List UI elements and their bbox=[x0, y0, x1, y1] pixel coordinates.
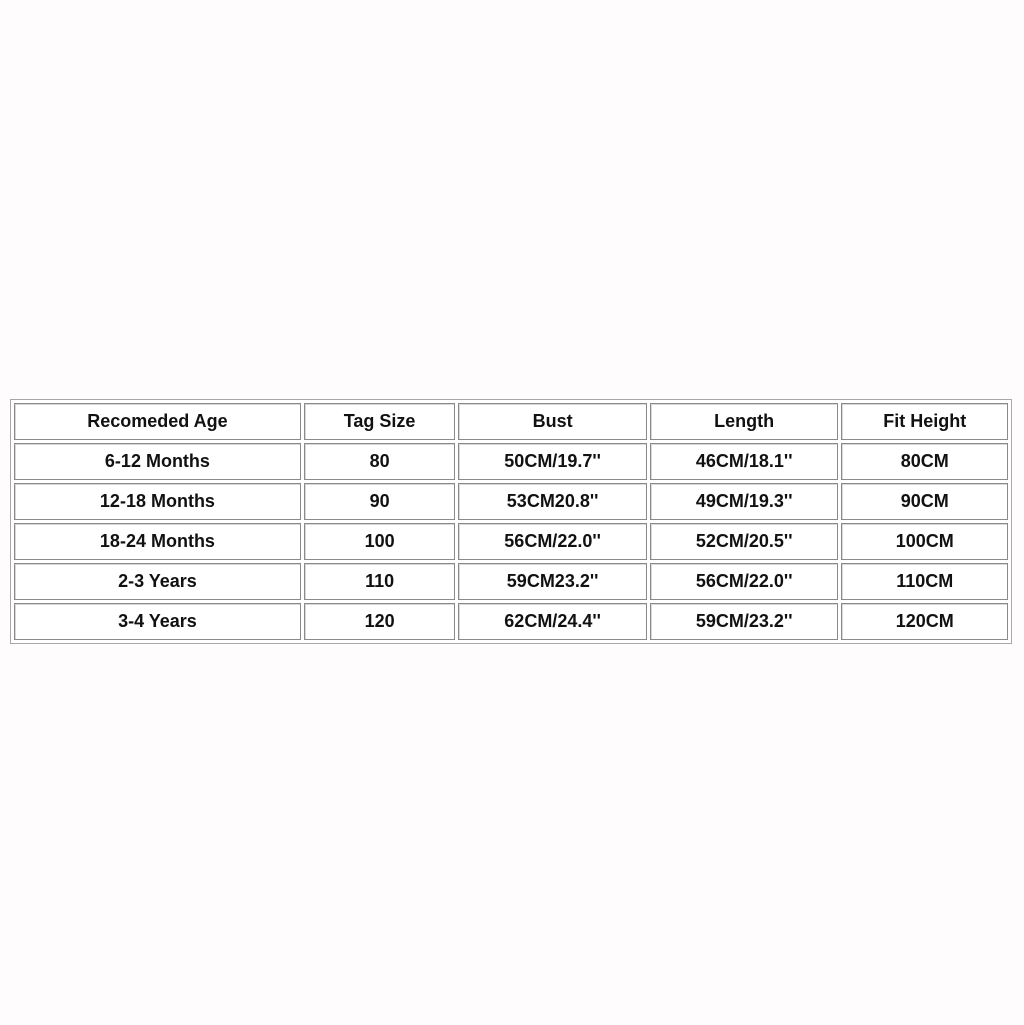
header-tag-size: Tag Size bbox=[304, 403, 455, 440]
cell-tag-size: 100 bbox=[304, 523, 455, 560]
table-row bbox=[14, 523, 1008, 560]
cell-tag-size: 110 bbox=[304, 563, 455, 600]
cell-length: 49CM/19.3'' bbox=[650, 483, 839, 520]
table-row bbox=[14, 483, 1008, 520]
table-row bbox=[14, 603, 1008, 640]
table-header-row bbox=[14, 403, 1008, 440]
cell-bust: 56CM/22.0'' bbox=[458, 523, 647, 560]
cell-fit-height: 80CM bbox=[841, 443, 1008, 480]
cell-length: 46CM/18.1'' bbox=[650, 443, 839, 480]
table-row bbox=[14, 563, 1008, 600]
cell-fit-height: 120CM bbox=[841, 603, 1008, 640]
cell-tag-size: 80 bbox=[304, 443, 455, 480]
cell-length: 56CM/22.0'' bbox=[650, 563, 839, 600]
cell-age: 12-18 Months bbox=[14, 483, 301, 520]
cell-bust: 59CM23.2'' bbox=[458, 563, 647, 600]
cell-age: 2-3 Years bbox=[14, 563, 301, 600]
cell-fit-height: 110CM bbox=[841, 563, 1008, 600]
header-fit-height: Fit Height bbox=[841, 403, 1008, 440]
cell-bust: 50CM/19.7'' bbox=[458, 443, 647, 480]
header-length: Length bbox=[650, 403, 839, 440]
cell-length: 59CM/23.2'' bbox=[650, 603, 839, 640]
table-row bbox=[14, 443, 1008, 480]
cell-bust: 53CM20.8'' bbox=[458, 483, 647, 520]
header-bust: Bust bbox=[458, 403, 647, 440]
cell-age: 6-12 Months bbox=[14, 443, 301, 480]
cell-age: 3-4 Years bbox=[14, 603, 301, 640]
cell-tag-size: 120 bbox=[304, 603, 455, 640]
cell-length: 52CM/20.5'' bbox=[650, 523, 839, 560]
cell-fit-height: 100CM bbox=[841, 523, 1008, 560]
cell-tag-size: 90 bbox=[304, 483, 455, 520]
cell-fit-height: 90CM bbox=[841, 483, 1008, 520]
size-chart-table bbox=[10, 399, 1012, 644]
cell-bust: 62CM/24.4'' bbox=[458, 603, 647, 640]
cell-age: 18-24 Months bbox=[14, 523, 301, 560]
header-recommended-age: Recomeded Age bbox=[14, 403, 301, 440]
